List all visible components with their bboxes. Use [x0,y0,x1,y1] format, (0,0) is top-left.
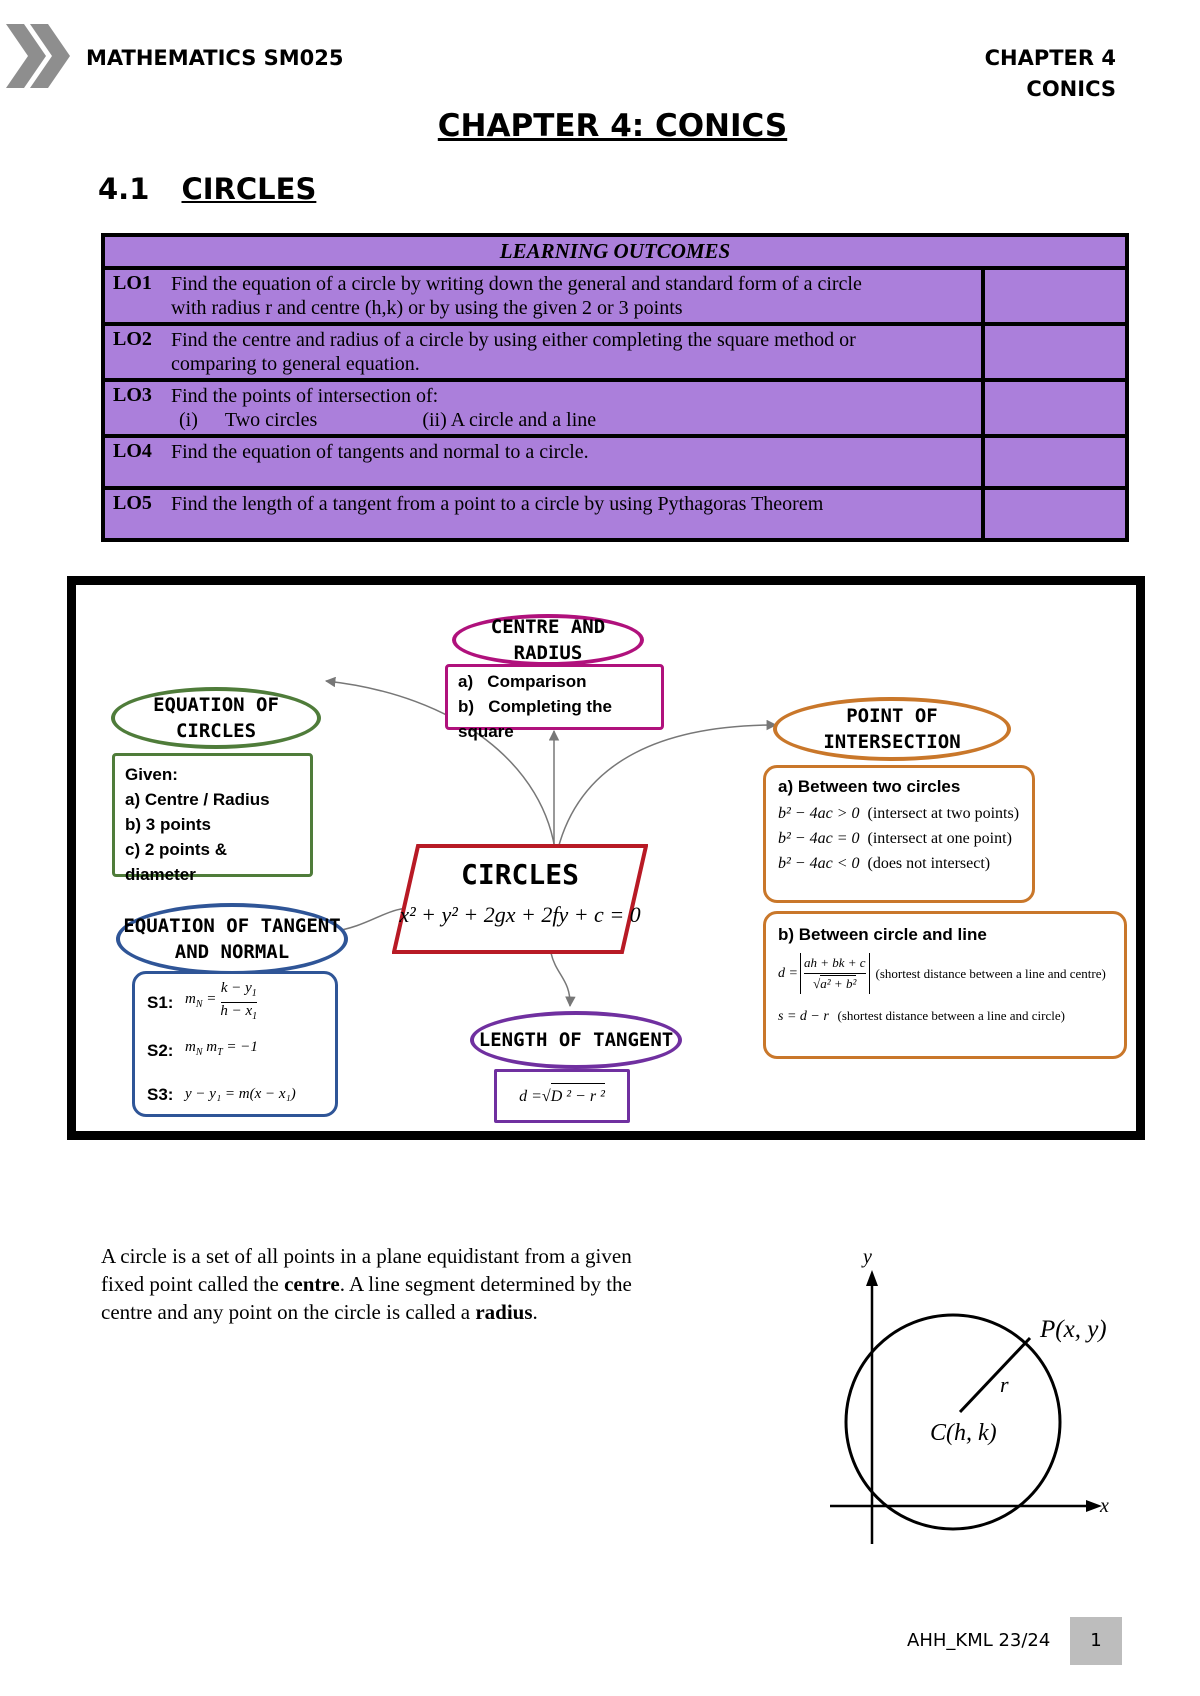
lo-code: LO5 [113,492,152,514]
lo-row [103,488,1127,540]
equation-of-circles-oval: EQUATION OF CIRCLES [111,687,321,749]
shortest-distance-description: (shortest distance between a line and circle) [837,1008,1065,1023]
chevron-logo-icon [6,22,78,90]
definition-text: fixed point called the [101,1272,285,1296]
lo-text: Find the length of a tangent from a point to a circle by using Pythagoras Theorem [171,493,824,515]
header-topic: CONICS [1026,77,1116,101]
given-item: b) 3 points [125,815,211,834]
lo-text: with radius r and centre (h,k) or by using the given 2 or 3 points [171,297,683,319]
distance-description: (shortest distance between a line and centre) [875,966,1106,981]
circle-line-title: b) Between circle and line [778,925,987,944]
length-equation-radicand: D ² − r ² [551,1083,605,1109]
lo-code: LO4 [113,440,152,462]
given-label: Given: [125,765,178,784]
distance-denominator: a² + b² [820,976,857,991]
subscript: 1 [251,987,257,999]
distance-lhs: d = [778,966,798,981]
lo-check-cell[interactable] [983,488,1127,540]
section-name: CIRCLES [181,172,317,206]
lo-sub-text: A circle and a line [450,409,597,431]
intersection-circle-line-box: b) Between circle and line d = $\frac{ah + bk + c}{\text{√a² + b²}}$ (shortest distance between a line and centre) s = d − r (shortest distance between a line and circle) [763,911,1127,1059]
given-item: c) 2 points & diameter [125,840,228,884]
shortest-distance-eq: s = d − r [778,1009,829,1024]
slope-symbol: m [185,1039,196,1055]
lo-text: Find the equation of a circle by writing down the general and standard form of a circle [171,273,862,295]
centre-radius-box [445,664,664,741]
step-label: S2: [147,1040,174,1060]
definition-line: A circle is a set of all points in a plane equidistant from a given [101,1244,632,1268]
term-centre: centre [284,1272,340,1296]
circle-figure [820,1256,1120,1556]
radius-label: r [1000,1372,1009,1397]
slope-symbol: m [202,1039,218,1055]
x-axis-label: x [1100,1495,1109,1517]
definition-text: centre and any point on the circle is called a [101,1300,476,1324]
tangent-normal-box: S1: $m_N$ = $\frac{k - y_1}{h - x_1}$ S2: $m_N$ $m_T = -1$ S3: y − y₁ = m(x − x₁) [132,971,338,1117]
subscript: N [195,1047,203,1058]
lo-sub-number: (ii) [422,409,447,431]
y-axis-arrow [866,1270,878,1286]
distance-numerator: ah + bk + c [804,953,866,974]
tangent-normal-oval [116,903,348,975]
tangent-normal-title: AND NORMAL [174,941,290,963]
lo-sub-number: (i) [179,409,198,431]
subscript: 1 [252,1010,258,1022]
length-of-tangent-oval: LENGTH OF TANGENT [470,1011,682,1069]
page-number: 1 [1070,1617,1122,1665]
lo-sub-text: Two circles [224,409,318,431]
discriminant-condition: b² − 4ac > 0 [778,805,860,822]
centre-label: C(h, k) [930,1420,997,1446]
circles-mind-map [67,576,1145,1140]
lo-row [103,436,1127,488]
fraction-numerator: k − y [220,979,252,996]
item-marker: a) [458,672,474,691]
slope-subscript: N [195,999,203,1010]
step-label: S3: [147,1084,174,1104]
given-item: a) Centre / Radius [125,790,270,809]
condition-description: (intersect at one point) [867,830,1012,847]
learning-outcomes-table [101,233,1129,542]
y-axis-label: y [863,1246,872,1268]
header-course: MATHEMATICS SM025 [86,46,344,70]
slope-symbol: m [185,991,196,1007]
tangent-normal-title: EQUATION OF TANGENT [123,915,341,937]
page-title: CHAPTER 4: CONICS [437,108,788,144]
condition-description: (does not intersect) [867,855,991,872]
lo-check-cell[interactable] [983,436,1127,488]
learning-outcomes-heading: LEARNING OUTCOMES [103,235,1127,268]
line-equation: y − y₁ = m(x − x₁) [185,1085,296,1102]
lo-code: LO2 [113,328,152,350]
lo-text: Find the centre and radius of a circle by using either completing the square method or [171,329,856,351]
length-equation-lhs: d = [519,1087,542,1105]
equation-rhs: = −1 [222,1039,258,1055]
section-number: 4.1 [98,172,150,206]
lo-code: LO3 [113,384,152,406]
fraction-denominator: h − x [220,1002,253,1019]
header-chapter: CHAPTER 4 [984,46,1116,70]
lo-row [103,324,1127,380]
lo-check-cell[interactable] [983,268,1127,324]
lo-row [103,380,1127,436]
item-marker: b) [458,697,475,716]
centre-radius-comparison: Comparison [487,672,587,691]
length-of-tangent-box: d = √ D ² − r ² [494,1069,630,1123]
lo-text: Find the points of intersection of: [171,385,439,407]
centre-radius-oval: CENTRE AND RADIUS [452,614,644,666]
equation-of-circles-box [112,753,313,884]
definition-text: . [532,1300,538,1324]
general-equation: x² + y² + 2gx + 2fy + c = 0 [399,902,641,927]
subscript: T [217,1047,223,1058]
two-circles-title: a) Between two circles [778,777,961,796]
lo-check-cell[interactable] [983,380,1127,436]
radius-line [960,1338,1030,1412]
definition-text: . A line segment determined by the [339,1272,632,1296]
step-label: S1: [147,992,174,1012]
condition-description: (intersect at two points) [867,805,1020,822]
discriminant-condition: b² − 4ac < 0 [778,855,860,872]
centre-radius-completing-square: Completing the square [458,697,612,741]
section-heading [98,172,316,206]
discriminant-condition: b² − 4ac = 0 [778,830,860,847]
circles-title: CIRCLES [460,858,579,891]
point-of-intersection-oval: POINT OF INTERSECTION [773,697,1011,761]
lo-text: comparing to general equation. [171,353,420,375]
lo-check-cell[interactable] [983,324,1127,380]
term-radius: radius [475,1300,533,1324]
circles-centre-node [392,844,648,954]
footer-code: AHH_KML 23/24 [907,1630,1051,1651]
lo-text: Find the equation of tangents and normal to a circle. [171,441,589,463]
point-label: P(x, y) [1040,1316,1107,1343]
lo-row [103,268,1127,324]
intersection-two-circles-box [763,765,1035,903]
circle-definition [101,1242,741,1326]
lo-code: LO1 [113,272,152,294]
